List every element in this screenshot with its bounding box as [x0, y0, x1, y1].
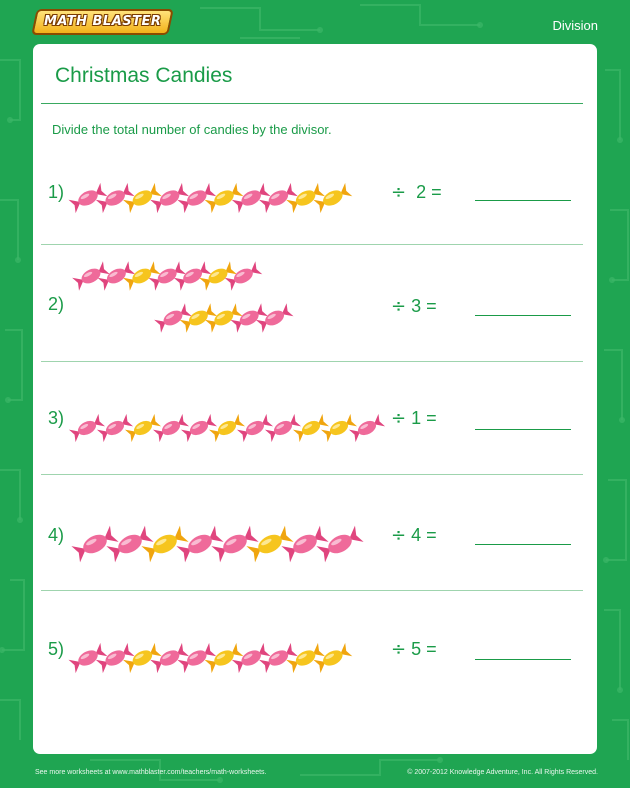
division-expression [391, 182, 442, 203]
yellow-candy-icon [123, 643, 162, 673]
pink-candy-icon [96, 643, 135, 673]
candy-group [33, 405, 393, 445]
pink-candy-icon [177, 643, 216, 673]
yellow-candy-icon [286, 183, 325, 213]
candy-icons [72, 261, 293, 332]
answer-blank[interactable] [475, 659, 571, 660]
worksheet [33, 44, 597, 754]
answer-blank[interactable] [475, 200, 571, 201]
yellow-candy-icon [313, 643, 352, 673]
divide-symbol: ÷ [391, 639, 407, 660]
pink-candy-icon [232, 643, 271, 673]
problem-number: 2) [48, 294, 65, 314]
pink-candy-icon [349, 414, 385, 442]
pink-candy-icon [176, 526, 223, 563]
pink-candy-icon [181, 414, 217, 442]
pink-candy-icon [237, 414, 273, 442]
divide-symbol: ÷ [391, 408, 407, 429]
yellow-candy-icon [123, 183, 162, 213]
problem-row [33, 522, 597, 572]
divisor: 3 [411, 296, 422, 316]
footer-link-text[interactable]: See more worksheets at www.mathblaster.com/teachers/math-worksheets. [35, 769, 267, 776]
pink-candy-icon [259, 183, 298, 213]
pink-candy-icon [150, 643, 189, 673]
division-expression [391, 296, 437, 317]
yellow-candy-icon [246, 526, 293, 563]
candy-icons [68, 643, 352, 673]
yellow-candy-icon [286, 643, 325, 673]
problem-row [33, 260, 597, 344]
candy-group [33, 260, 393, 344]
pink-candy-icon [106, 526, 153, 563]
yellow-candy-icon [321, 414, 357, 442]
yellow-candy-icon [209, 414, 245, 442]
problem-row [33, 178, 597, 244]
pink-candy-icon [281, 526, 328, 563]
pink-candy-icon [96, 183, 135, 213]
copyright: © 2007-2012 Knowledge Adventure, Inc. All Rights Reserved. [407, 769, 598, 776]
problem-row [33, 405, 597, 455]
answer-blank[interactable] [475, 429, 571, 430]
math-blaster-logo[interactable] [31, 9, 174, 35]
pink-candy-icon [68, 183, 107, 213]
divisor: 4 [411, 525, 422, 545]
problem-number: 4) [48, 525, 65, 545]
candy-group [33, 636, 393, 676]
answer-blank[interactable] [475, 315, 571, 316]
answer-blank[interactable] [475, 544, 571, 545]
candy-icons [69, 414, 385, 442]
equals-symbol: = [426, 408, 437, 428]
divide-symbol: ÷ [391, 182, 407, 203]
problem-row [33, 636, 597, 686]
divisor: 5 [411, 639, 422, 659]
equals-symbol: = [431, 182, 442, 202]
yellow-candy-icon [141, 526, 188, 563]
pink-candy-icon [153, 414, 189, 442]
division-expression [391, 408, 437, 429]
divisor: 2 [416, 182, 427, 202]
pink-candy-icon [71, 526, 118, 563]
pink-candy-icon [177, 183, 216, 213]
yellow-candy-icon [293, 414, 329, 442]
equals-symbol: = [426, 296, 437, 316]
pink-candy-icon [97, 414, 133, 442]
yellow-candy-icon [204, 183, 243, 213]
pink-candy-icon [265, 414, 301, 442]
title-divider [41, 103, 583, 104]
pink-candy-icon [259, 643, 298, 673]
candy-group [33, 522, 393, 566]
instructions: Divide the total number of candies by the divisor. [52, 122, 332, 137]
pink-candy-icon [232, 183, 271, 213]
equals-symbol: = [426, 525, 437, 545]
row-divider [41, 590, 583, 591]
logo-text: MATH BLASTER [44, 14, 162, 29]
divide-symbol: ÷ [391, 296, 407, 317]
worksheet-title: Christmas Candies [55, 64, 233, 87]
pink-candy-icon [211, 526, 258, 563]
yellow-candy-icon [313, 183, 352, 213]
division-expression [391, 639, 437, 660]
equals-symbol: = [426, 639, 437, 659]
pink-candy-icon [150, 183, 189, 213]
yellow-candy-icon [125, 414, 161, 442]
pink-candy-icon [68, 643, 107, 673]
division-expression [391, 525, 437, 546]
candy-icons [68, 183, 352, 213]
row-divider [41, 244, 583, 245]
row-divider [41, 361, 583, 362]
pink-candy-icon [316, 526, 363, 563]
pink-candy-icon [69, 414, 105, 442]
candy-group [33, 178, 393, 218]
topic-label: Division [552, 18, 598, 33]
divisor: 1 [411, 408, 422, 428]
row-divider [41, 474, 583, 475]
problem-number: 3) [48, 408, 65, 428]
divide-symbol: ÷ [391, 525, 407, 546]
problem-number: 5) [48, 639, 65, 659]
yellow-candy-icon [204, 643, 243, 673]
candy-icons [71, 526, 363, 563]
problem-number: 1) [48, 182, 65, 202]
